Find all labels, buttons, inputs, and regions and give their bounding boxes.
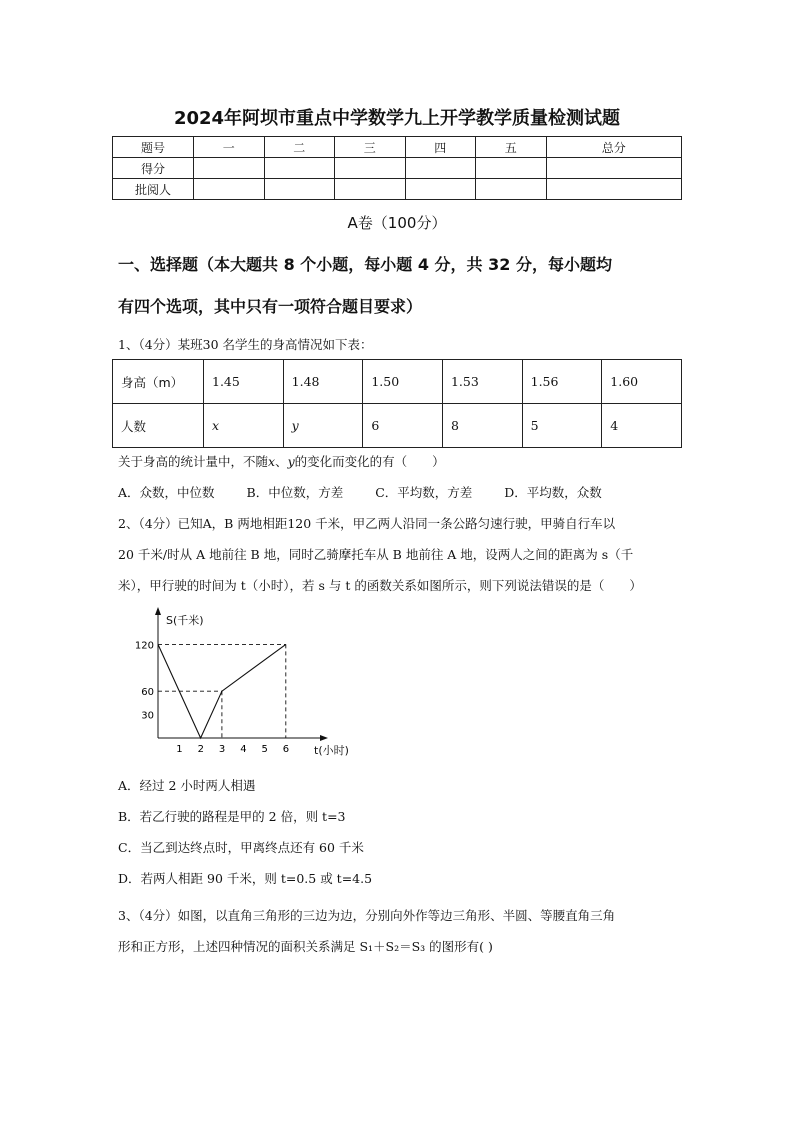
table-cell: 1.48 — [283, 360, 363, 404]
table-cell: 身高（m） — [113, 360, 204, 404]
table-cell: 四 — [405, 137, 476, 158]
table-row — [113, 158, 682, 179]
section-a-title: A卷（100分） — [347, 214, 447, 232]
table-cell: 1.50 — [363, 360, 443, 404]
table-cell — [546, 179, 682, 200]
function-graph — [128, 604, 368, 764]
y-axis-arrow — [155, 607, 161, 615]
x-axis-arrow — [320, 735, 328, 741]
q2-option-b: B．若乙行驶的路程是甲的 2 倍，则 t=3 — [118, 809, 346, 824]
y-tick-label: 120 — [134, 640, 154, 652]
table-cell — [194, 179, 265, 200]
table-cell: 五 — [476, 137, 547, 158]
option-d: D．平均数，众数 — [504, 485, 602, 500]
table-row — [113, 404, 682, 448]
table-cell: 6 — [363, 404, 443, 448]
x-tick-label: 2 — [197, 744, 204, 755]
table-cell — [335, 179, 406, 200]
series-line — [158, 644, 286, 738]
x-tick-label: 3 — [218, 744, 226, 755]
x-tick-label: 5 — [261, 744, 268, 755]
table-cell: 人数 — [113, 404, 204, 448]
y-axis-label: S(千米) — [166, 614, 204, 627]
table-cell — [264, 179, 335, 200]
height-table — [112, 359, 682, 448]
q2-option-a: A．经过 2 小时两人相遇 — [118, 778, 256, 793]
section-heading-line1: 一、选择题（本大题共 8 个小题，每小题 4 分，共 32 分，每小题均 — [118, 255, 612, 274]
table-cell: 1.60 — [602, 360, 682, 404]
table-cell — [264, 158, 335, 179]
table-cell: 一 — [194, 137, 265, 158]
table-cell: 4 — [602, 404, 682, 448]
x-tick-label: 4 — [240, 744, 247, 755]
q2-option-d: D．若两人相距 90 千米，则 t=0.5 或 t=4.5 — [118, 871, 373, 886]
q2-line2: 20 千米/时从 A 地前往 B 地，同时乙骑摩托车从 B 地前往 A 地，设两人之间的距离为 s（千 — [118, 547, 634, 562]
option-a: A．众数，中位数 — [118, 485, 215, 500]
q2-line1: 2、（4分）已知A，B 两地相距120 千米，甲乙两人沿同一条公路匀速行驶，甲骑自行车以 — [118, 516, 616, 531]
table-cell — [405, 158, 476, 179]
x-tick-label: 6 — [282, 744, 290, 755]
table-cell — [476, 158, 547, 179]
q1-options — [118, 477, 688, 508]
table-row — [113, 137, 682, 158]
table-cell: 得分 — [113, 158, 194, 179]
section-heading-line2: 有四个选项，其中只有一项符合题目要求） — [118, 297, 423, 316]
table-row — [113, 360, 682, 404]
score-table — [112, 136, 682, 200]
table-row — [113, 179, 682, 200]
y-tick-label: 60 — [141, 687, 154, 699]
page-title: 2024年阿坝市重点中学数学九上开学教学质量检测试题 — [173, 108, 621, 129]
table-cell — [405, 179, 476, 200]
table-cell: 总分 — [546, 137, 682, 158]
table-cell: 1.45 — [204, 360, 284, 404]
table-cell — [476, 179, 547, 200]
table-cell: 1.56 — [522, 360, 602, 404]
table-cell: 题号 — [113, 137, 194, 158]
table-cell: 8 — [442, 404, 522, 448]
x-axis-label: t(小时) — [314, 744, 349, 757]
table-cell: y — [283, 404, 363, 448]
table-cell: 1.53 — [442, 360, 522, 404]
table-cell — [546, 158, 682, 179]
y-tick-label: 30 — [141, 710, 154, 722]
q2-line3: 米），甲行驶的时间为 t（小时），若 s 与 t 的函数关系如图所示，则下列说法错误的是（ ） — [118, 578, 642, 593]
table-cell: 二 — [264, 137, 335, 158]
table-cell: 批阅人 — [113, 179, 194, 200]
table-cell: 三 — [335, 137, 406, 158]
q1-question: 关于身高的统计量中，不随x、y的变化而变化的有（ ） — [118, 454, 445, 469]
q2-option-c: C．当乙到达终点时，甲离终点还有 60 千米 — [118, 840, 364, 855]
option-b: B．中位数，方差 — [246, 485, 344, 500]
table-cell — [335, 158, 406, 179]
q3-line2: 形和正方形，上述四种情况的面积关系满足 S₁＋S₂＝S₃ 的图形有( ) — [118, 939, 493, 954]
table-cell — [194, 158, 265, 179]
option-c: C．平均数，方差 — [375, 485, 473, 500]
q3-line1: 3、（4分）如图，以直角三角形的三边为边，分别向外作等边三角形、半圆、等腰直角三角 — [118, 908, 616, 923]
table-cell: x — [204, 404, 284, 448]
x-tick-label: 1 — [176, 744, 183, 755]
q1-stem: 1、（4分）某班30 名学生的身高情况如下表： — [118, 337, 373, 352]
table-cell: 5 — [522, 404, 602, 448]
